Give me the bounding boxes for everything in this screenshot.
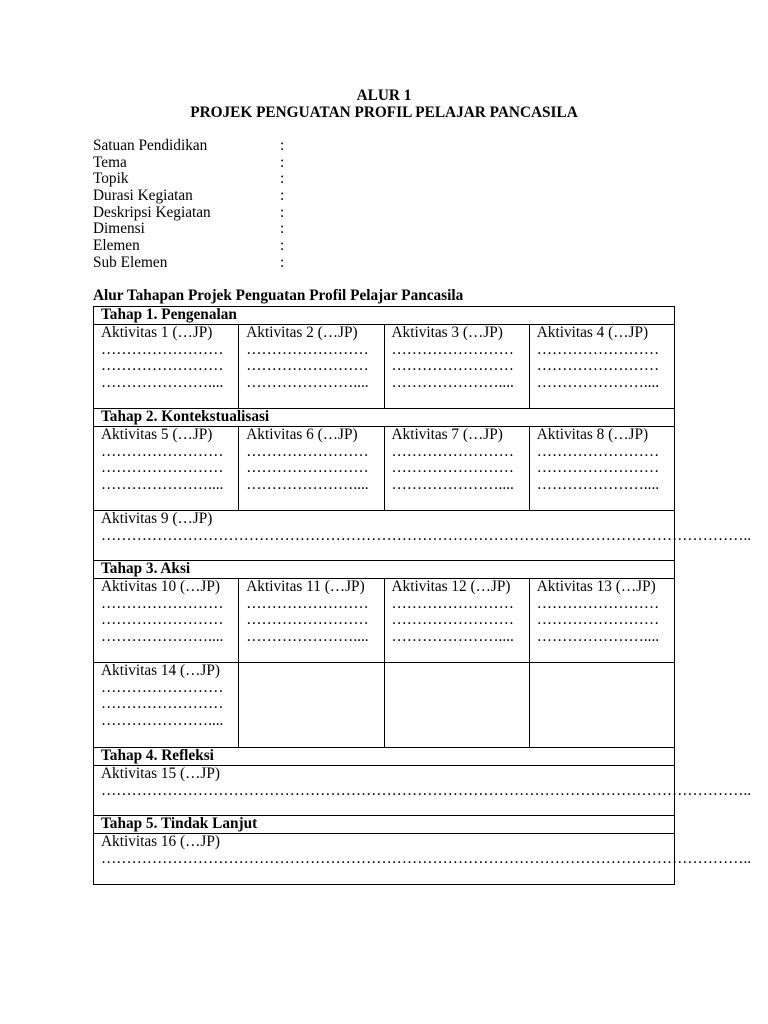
activity-cell (94, 663, 239, 747)
activity-row-wide (94, 765, 752, 816)
dotted-line: …………………… (101, 357, 224, 375)
field-separator: : (280, 153, 285, 171)
document-subtitle: PROJEK PENGUATAN PROFIL PELAJAR PANCASILA (190, 103, 578, 121)
activity-label: Aktivitas 5 (…JP) (101, 426, 213, 443)
activity-label: Aktivitas 11 (…JP) (246, 578, 365, 595)
activity-label: Aktivitas 15 (…JP) (101, 765, 220, 782)
dotted-line: …………………… (101, 459, 224, 477)
info-fields (93, 138, 284, 272)
info-field (93, 238, 284, 255)
dotted-line: …………………… (391, 459, 514, 477)
stage-row (94, 409, 675, 427)
flow-section-title: Alur Tahapan Projek Penguatan Profil Pelajar Pancasila (93, 287, 464, 304)
dotted-line: …………………… (391, 442, 514, 460)
document-header (0, 88, 768, 121)
dotted-line: ……………………………………………………………………………………………………………….. (101, 526, 752, 544)
info-field (93, 138, 284, 155)
activity-cell (94, 579, 239, 662)
activity-cell-wide (94, 765, 752, 815)
dotted-line: …………………… (536, 442, 660, 460)
dotted-line: …………………… (391, 594, 514, 612)
dotted-line: ………………….... (101, 374, 224, 392)
activity-row (94, 663, 675, 748)
empty-cell (239, 663, 384, 747)
dotted-line: ………………….... (536, 628, 660, 646)
activity-label: Aktivitas 8 (…JP) (536, 426, 649, 443)
dotted-line: …………………… (246, 611, 369, 629)
activity-cell-wide (94, 833, 752, 884)
stage-label: Tahap 2. Kontekstualisasi (94, 409, 675, 426)
activity-row (94, 325, 675, 409)
dotted-line: ………………….... (246, 628, 369, 646)
field-label: Deskripsi Kegiatan (93, 203, 211, 221)
dotted-line: …………………… (536, 340, 660, 358)
activity-cell (94, 427, 239, 510)
field-separator: : (280, 220, 285, 238)
activity-row (94, 579, 675, 663)
dotted-line: …………………… (246, 594, 369, 612)
dotted-line: ………………….... (246, 374, 369, 392)
stage-label: Tahap 1. Pengenalan (94, 307, 675, 324)
activity-cell (239, 579, 384, 662)
dotted-line: …………………… (246, 459, 369, 477)
activity-label: Aktivitas 4 (…JP) (536, 324, 649, 341)
stage-row (94, 816, 675, 834)
dotted-line: …………………… (391, 340, 514, 358)
dotted-line: ………………….... (391, 374, 514, 392)
field-separator: : (280, 137, 285, 154)
dotted-line: …………………… (391, 611, 514, 629)
activity-label: Aktivitas 6 (…JP) (246, 426, 358, 443)
dotted-line: ………………….... (101, 712, 224, 730)
dotted-line: ……………………………………………………………………………………………………………….. (101, 781, 752, 799)
dotted-line: ………………….... (536, 374, 660, 392)
stage-label: Tahap 3. Aksi (94, 561, 675, 578)
empty-cell (385, 663, 530, 747)
activity-cell (530, 325, 675, 408)
dotted-line: …………………… (536, 459, 660, 477)
activity-cell (385, 325, 530, 408)
field-label: Tema (93, 153, 127, 171)
empty-cell (530, 663, 675, 747)
field-separator: : (280, 170, 285, 188)
info-field (93, 205, 284, 222)
activity-label: Aktivitas 7 (…JP) (391, 426, 503, 443)
dotted-line: …………………… (101, 611, 224, 629)
dotted-line: ……………………………………………………………………………………………………………….. (101, 849, 752, 867)
stage-label: Tahap 5. Tindak Lanjut (94, 816, 675, 833)
dotted-line: …………………… (246, 357, 369, 375)
dotted-line: …………………… (536, 357, 660, 375)
info-field (93, 221, 284, 238)
field-separator: : (280, 203, 285, 221)
activity-cell (385, 427, 530, 510)
stage-row (94, 748, 675, 766)
activity-label: Aktivitas 2 (…JP) (246, 324, 358, 341)
dotted-line: …………………… (536, 611, 660, 629)
field-separator: : (280, 187, 285, 205)
info-field (93, 188, 284, 205)
dotted-line: …………………… (391, 357, 514, 375)
activity-label: Aktivitas 1 (…JP) (101, 324, 213, 341)
activity-cell (530, 579, 675, 662)
activity-label: Aktivitas 13 (…JP) (536, 578, 656, 595)
dotted-line: …………………… (101, 695, 224, 713)
field-separator: : (280, 237, 285, 255)
dotted-line: …………………… (246, 340, 369, 358)
dotted-line: …………………… (101, 340, 224, 358)
stage-row (94, 561, 675, 579)
dotted-line: ………………….... (391, 628, 514, 646)
dotted-line: ………………….... (246, 476, 369, 494)
field-label: Dimensi (93, 220, 145, 238)
dotted-line: ………………….... (101, 476, 224, 494)
activity-label: Aktivitas 3 (…JP) (391, 324, 503, 341)
dotted-line: …………………… (536, 594, 660, 612)
activity-label: Aktivitas 12 (…JP) (391, 578, 511, 595)
activity-row (94, 427, 675, 511)
activity-cell (94, 325, 239, 408)
activity-label: Aktivitas 9 (…JP) (101, 510, 213, 527)
field-label: Durasi Kegiatan (93, 187, 193, 205)
dotted-line: ………………….... (101, 628, 224, 646)
dotted-line: …………………… (101, 594, 224, 612)
activity-label: Aktivitas 10 (…JP) (101, 578, 220, 595)
activity-label: Aktivitas 14 (…JP) (101, 662, 220, 679)
stage-row (94, 307, 675, 325)
field-separator: : (280, 253, 285, 271)
activity-row-wide (94, 510, 752, 561)
info-field (93, 155, 284, 172)
dotted-line: …………………… (246, 442, 369, 460)
info-field (93, 171, 284, 188)
flow-table (93, 306, 752, 885)
field-label: Satuan Pendidikan (93, 137, 208, 154)
dotted-line: ………………….... (536, 476, 660, 494)
activity-row-wide (94, 833, 752, 885)
activity-cell (239, 325, 384, 408)
activity-cell (239, 427, 384, 510)
field-label: Topik (93, 170, 129, 188)
activity-cell-wide (94, 510, 752, 560)
dotted-line: …………………… (101, 678, 224, 696)
field-label: Sub Elemen (93, 253, 168, 271)
document-title: ALUR 1 (356, 87, 412, 104)
activity-label: Aktivitas 16 (…JP) (101, 833, 220, 850)
activity-cell (530, 427, 675, 510)
info-field (93, 255, 284, 272)
activity-cell (385, 579, 530, 662)
dotted-line: …………………… (101, 442, 224, 460)
stage-label: Tahap 4. Refleksi (94, 748, 675, 765)
field-label: Elemen (93, 237, 140, 255)
dotted-line: ………………….... (391, 476, 514, 494)
